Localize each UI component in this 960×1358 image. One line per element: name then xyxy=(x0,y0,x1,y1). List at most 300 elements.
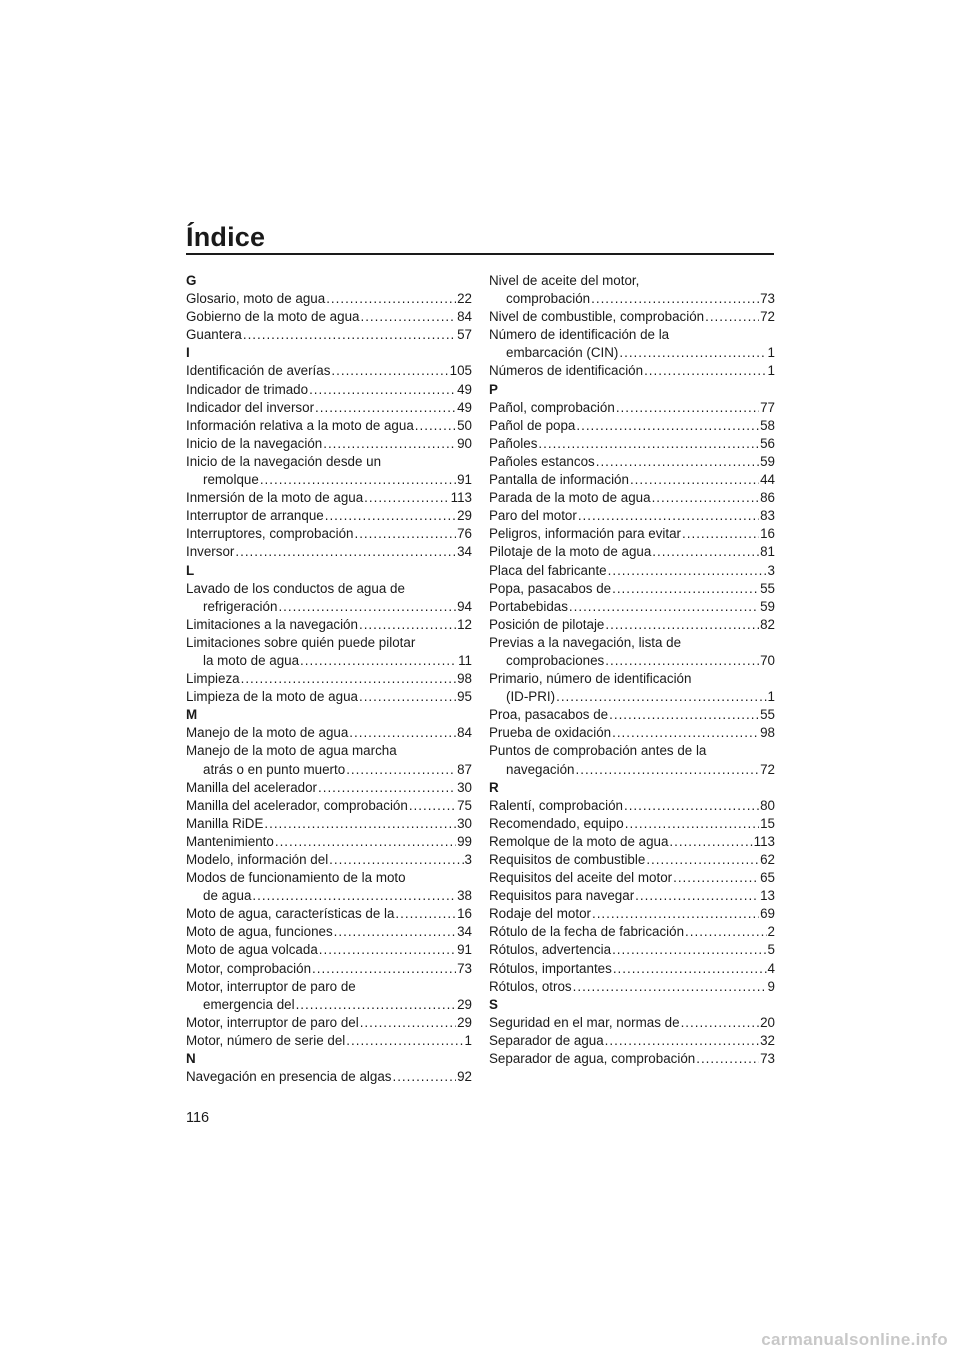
index-entry-page: 11 xyxy=(458,652,472,668)
index-entry-page: 105 xyxy=(449,363,472,379)
index-entry-page: 1 xyxy=(767,689,775,705)
index-entry xyxy=(186,290,472,308)
index-entry xyxy=(489,543,775,561)
index-entry-label: Primario, número de identificación xyxy=(489,671,692,687)
index-entry xyxy=(489,815,775,833)
index-entry xyxy=(186,670,472,688)
index-entry xyxy=(489,724,775,742)
index-entry-page: 95 xyxy=(457,689,472,705)
dot-leader xyxy=(682,525,759,543)
index-entry-page: 50 xyxy=(457,417,472,433)
index-entry xyxy=(489,308,775,326)
dot-leader xyxy=(360,1014,456,1032)
index-entry-page: 5 xyxy=(767,942,775,958)
index-entry-page: 76 xyxy=(457,526,472,542)
index-entry-page: 29 xyxy=(457,996,472,1012)
index-entry xyxy=(186,435,472,453)
index-entry xyxy=(186,399,472,417)
dot-leader xyxy=(346,761,456,779)
dot-leader xyxy=(613,960,767,978)
dot-leader xyxy=(260,471,456,489)
index-entry xyxy=(186,326,472,344)
index-entry-page: 3 xyxy=(767,562,775,578)
index-entry-label: Motor, interruptor de paro del xyxy=(186,1014,359,1030)
index-entry-page: 75 xyxy=(457,797,472,813)
index-entry-label: navegación xyxy=(506,761,575,777)
dot-leader xyxy=(392,1068,456,1086)
index-entry xyxy=(489,362,775,380)
index-entry xyxy=(489,851,775,869)
dot-leader xyxy=(346,1032,463,1050)
index-entry-page: 15 xyxy=(760,815,775,831)
index-entry-label: Previas a la navegación, lista de xyxy=(489,634,682,650)
index-entry-page: 84 xyxy=(457,725,472,741)
index-entry-page: 38 xyxy=(457,888,472,904)
index-entry-page: 20 xyxy=(760,1014,775,1030)
index-entry-label: Moto de agua volcada xyxy=(186,942,318,958)
dot-leader xyxy=(331,362,448,380)
index-entry xyxy=(186,742,472,760)
index-entry-page: 94 xyxy=(457,598,472,614)
index-entry-label: Rótulo de la fecha de fabricación xyxy=(489,924,685,940)
index-entry xyxy=(186,362,472,380)
index-entry-page: 83 xyxy=(760,508,775,524)
dot-leader xyxy=(235,543,456,561)
index-entry xyxy=(186,815,472,833)
index-entry-page: 56 xyxy=(760,435,775,451)
index-entry-label: embarcación (CIN) xyxy=(506,345,619,361)
index-entry xyxy=(489,869,775,887)
index-entry-page: 13 xyxy=(760,888,775,904)
dot-leader xyxy=(696,1050,759,1068)
dot-leader xyxy=(605,1032,759,1050)
index-column-left xyxy=(186,272,472,1086)
index-entry xyxy=(489,1050,775,1068)
index-entry-page: 55 xyxy=(760,707,775,723)
index-entry xyxy=(489,670,775,688)
index-entry-label: Manejo de la moto de agua marcha xyxy=(186,743,397,759)
index-entry xyxy=(186,652,472,670)
index-entry-page: 98 xyxy=(457,671,472,687)
index-entry xyxy=(186,308,472,326)
index-entry-page: 34 xyxy=(457,544,472,560)
page-title: Índice xyxy=(186,222,266,252)
index-entry-page: 34 xyxy=(457,924,472,940)
dot-leader xyxy=(616,399,759,417)
dot-leader xyxy=(241,670,457,688)
index-entry xyxy=(186,923,472,941)
index-letter-heading: N xyxy=(186,1051,196,1067)
index-entry xyxy=(186,381,472,399)
dot-leader xyxy=(681,1014,760,1032)
index-entry-page: 65 xyxy=(760,870,775,886)
dot-leader xyxy=(556,688,766,706)
index-letter-heading: P xyxy=(489,381,498,397)
index-entry xyxy=(186,1068,472,1086)
dot-leader xyxy=(630,471,759,489)
index-entry xyxy=(489,960,775,978)
dot-leader xyxy=(364,489,449,507)
index-entry-page: 30 xyxy=(457,815,472,831)
index-entry xyxy=(489,923,775,941)
index-entry-label: Pañoles xyxy=(489,435,538,451)
index-letter-heading: G xyxy=(186,273,197,288)
dot-leader xyxy=(359,688,456,706)
index-entry-label: Remolque de la moto de agua xyxy=(489,833,669,849)
index-entry-label: Prueba de oxidación xyxy=(489,725,612,741)
index-entry-label: Información relativa a la moto de agua xyxy=(186,417,414,433)
dot-leader xyxy=(264,815,456,833)
index-entry-label: de agua xyxy=(203,888,252,904)
index-entry-label: Inversor xyxy=(186,544,235,560)
index-entry-label: Puntos de comprobación antes de la xyxy=(489,743,707,759)
index-entry-label: Nivel de combustible, comprobación xyxy=(489,309,705,325)
index-entry xyxy=(186,525,472,543)
dot-leader xyxy=(323,435,456,453)
index-entry-label: atrás o en punto muerto xyxy=(203,761,346,777)
index-entry-label: Identificación de averías xyxy=(186,363,331,379)
index-entry-label: Moto de agua, características de la xyxy=(186,906,395,922)
dot-leader xyxy=(652,543,759,561)
index-entry xyxy=(489,1014,775,1032)
index-entry-label: Limpieza xyxy=(186,671,240,687)
index-entry xyxy=(489,978,775,996)
index-entry-page: 4 xyxy=(767,960,775,976)
index-entry xyxy=(186,960,472,978)
index-entry-label: emergencia del xyxy=(203,996,295,1012)
index-entry-label: Separador de agua xyxy=(489,1032,604,1048)
index-entry-page: 55 xyxy=(760,580,775,596)
dot-leader xyxy=(592,905,759,923)
index-letter-heading: R xyxy=(489,779,499,795)
index-entry xyxy=(186,761,472,779)
index-entry-label: Requisitos del aceite del motor xyxy=(489,870,673,886)
index-entry xyxy=(489,1032,775,1050)
dot-leader xyxy=(395,905,456,923)
dot-leader xyxy=(673,869,759,887)
index-entry-page: 62 xyxy=(760,852,775,867)
dot-leader xyxy=(309,381,456,399)
dot-leader xyxy=(318,779,456,797)
index-entry-page: 91 xyxy=(457,472,472,488)
index-entry xyxy=(489,887,775,905)
dot-leader xyxy=(619,344,766,362)
index-entry xyxy=(186,978,472,996)
index-entry xyxy=(489,761,775,779)
index-entry xyxy=(186,851,472,869)
index-entry xyxy=(489,507,775,525)
index-entry xyxy=(489,326,775,344)
index-entry-label: Inicio de la navegación desde un xyxy=(186,453,382,469)
dot-leader xyxy=(300,652,457,670)
index-entry-label: Rótulos, advertencia xyxy=(489,942,612,958)
index-entry xyxy=(489,344,775,362)
index-entry-label: (ID-PRI) xyxy=(506,689,556,705)
dot-leader xyxy=(596,453,759,471)
index-entry-page: 12 xyxy=(457,616,472,632)
index-entry xyxy=(489,688,775,706)
index-entry-label: Limpieza de la moto de agua xyxy=(186,689,358,705)
index-entry-page: 29 xyxy=(457,508,472,524)
index-entry-page: 113 xyxy=(753,833,775,849)
index-entry xyxy=(186,616,472,634)
index-entry-page: 99 xyxy=(457,833,472,849)
index-entry xyxy=(186,887,472,905)
index-entry-page: 90 xyxy=(457,435,472,451)
index-entry-label: Popa, pasacabos de xyxy=(489,580,612,596)
index-entry-label: Inicio de la navegación xyxy=(186,435,323,451)
dot-leader xyxy=(354,525,456,543)
index-entry xyxy=(186,797,472,815)
index-entry xyxy=(489,580,775,598)
index-entry xyxy=(489,616,775,634)
dot-leader xyxy=(644,362,766,380)
index-entry xyxy=(186,996,472,1014)
index-entry-page: 72 xyxy=(760,309,775,325)
index-entry xyxy=(489,417,775,435)
dot-leader xyxy=(359,616,456,634)
index-entry xyxy=(489,453,775,471)
dot-leader xyxy=(360,308,456,326)
index-entry-label: Lavado de los conductos de agua de xyxy=(186,580,405,596)
index-entry xyxy=(186,417,472,435)
dot-leader xyxy=(685,923,767,941)
dot-leader xyxy=(325,507,456,525)
index-entry xyxy=(186,471,472,489)
index-letter-heading: I xyxy=(186,345,190,361)
dot-leader xyxy=(349,724,456,742)
dot-leader xyxy=(243,326,456,344)
index-entry xyxy=(489,797,775,815)
dot-leader xyxy=(538,435,759,453)
index-entry-label: Pañol de popa xyxy=(489,417,576,433)
index-entry xyxy=(489,290,775,308)
index-entry-page: 16 xyxy=(760,526,775,542)
index-entry-label: Navegación en presencia de algas xyxy=(186,1069,392,1085)
index-entry xyxy=(489,833,775,851)
index-entry-page: 81 xyxy=(760,544,775,560)
index-entry-label: Pilotaje de la moto de agua xyxy=(489,544,652,560)
index-entry xyxy=(186,941,472,959)
index-entry-page: 92 xyxy=(457,1069,472,1085)
dot-leader xyxy=(591,290,759,308)
index-letter-heading: M xyxy=(186,707,198,723)
index-entry-label: Pañol, comprobación xyxy=(489,399,615,415)
index-entry xyxy=(489,742,775,760)
title-rule xyxy=(186,253,774,255)
index-entry-label: Ralentí, comprobación xyxy=(489,797,623,813)
index-entry-page: 73 xyxy=(457,960,472,976)
index-entry-label: Glosario, moto de agua xyxy=(186,291,326,307)
index-entry-label: Recomendado, equipo xyxy=(489,815,624,831)
index-entry xyxy=(489,435,775,453)
index-entry-label: Rodaje del motor xyxy=(489,906,591,922)
dot-leader xyxy=(415,417,456,435)
index-entry-page: 91 xyxy=(457,942,472,958)
index-entry-page: 49 xyxy=(457,399,472,415)
index-entry xyxy=(186,543,472,561)
dot-leader xyxy=(624,797,759,815)
index-entry-label: Manilla del acelerador xyxy=(186,779,318,795)
index-entry-label: Números de identificación xyxy=(489,363,644,379)
index-entry xyxy=(489,941,775,959)
index-entry-page: 1 xyxy=(767,363,775,379)
index-entry-label: la moto de agua xyxy=(203,652,300,668)
index-entry-page: 57 xyxy=(457,327,472,343)
index-entry xyxy=(186,724,472,742)
index-entry xyxy=(186,869,472,887)
index-entry-label: Interruptor de arranque xyxy=(186,508,324,524)
index-entry-label: Peligros, información para evitar xyxy=(489,526,682,542)
index-entry-label: Limitaciones sobre quién puede pilotar xyxy=(186,634,416,650)
index-entry xyxy=(186,507,472,525)
index-entry-label: Portabebidas xyxy=(489,598,568,614)
index-entry xyxy=(489,652,775,670)
index-entry-page: 22 xyxy=(457,291,472,307)
index-entry xyxy=(489,525,775,543)
index-entry-label: Indicador del inversor xyxy=(186,399,315,415)
index-entry xyxy=(186,580,472,598)
index-entry-page: 70 xyxy=(760,652,775,668)
index-entry-page: 58 xyxy=(760,417,775,433)
index-entry-label: Manejo de la moto de agua xyxy=(186,725,349,741)
dot-leader xyxy=(569,598,759,616)
dot-leader xyxy=(635,887,759,905)
index-entry-label: Rótulos, otros xyxy=(489,978,572,994)
index-entry xyxy=(489,471,775,489)
index-letter-heading: S xyxy=(489,996,498,1012)
index-entry-label: refrigeración xyxy=(203,598,278,614)
index-entry-page: 73 xyxy=(760,291,775,307)
index-entry xyxy=(186,489,472,507)
index-entry xyxy=(489,598,775,616)
index-entry-page: 3 xyxy=(464,852,472,867)
index-entry-page: 80 xyxy=(760,797,775,813)
index-entry xyxy=(489,399,775,417)
index-entry-page: 84 xyxy=(457,309,472,325)
index-entry-label: Número de identificación de la xyxy=(489,327,670,343)
index-entry xyxy=(186,905,472,923)
index-entry-page: 59 xyxy=(760,598,775,614)
index-entry xyxy=(489,706,775,724)
dot-leader xyxy=(315,399,456,417)
index-entry-label: Separador de agua, comprobación xyxy=(489,1051,696,1067)
dot-leader xyxy=(326,290,456,308)
dot-leader xyxy=(296,996,457,1014)
index-entry-label: Nivel de aceite del motor, xyxy=(489,273,640,288)
dot-leader xyxy=(605,652,759,670)
index-entry-label: Requisitos para navegar xyxy=(489,888,635,904)
index-entry-page: 9 xyxy=(767,978,775,994)
index-entry xyxy=(186,598,472,616)
index-entry xyxy=(489,634,775,652)
dot-leader xyxy=(252,887,456,905)
index-entry-page: 29 xyxy=(457,1014,472,1030)
dot-leader xyxy=(576,417,759,435)
index-entry xyxy=(186,833,472,851)
dot-leader xyxy=(605,616,759,634)
dot-leader xyxy=(669,833,752,851)
dot-leader xyxy=(275,833,456,851)
index-entry-page: 59 xyxy=(760,453,775,469)
index-letter-heading: L xyxy=(186,562,195,578)
index-entry-label: Posición de pilotaje xyxy=(489,616,605,632)
index-entry-page: 16 xyxy=(457,906,472,922)
index-entry-label: Parada de la moto de agua xyxy=(489,490,651,506)
dot-leader xyxy=(312,960,456,978)
index-entry-label: Motor, número de serie del xyxy=(186,1032,346,1048)
index-entry-label: Pantalla de información xyxy=(489,472,629,488)
index-entry-label: Limitaciones a la navegación xyxy=(186,616,358,632)
index-entry-label: Paro del motor xyxy=(489,508,577,524)
index-entry-page: 77 xyxy=(760,399,775,415)
dot-leader xyxy=(329,851,463,869)
index-entry-label: Inmersión de la moto de agua xyxy=(186,490,364,506)
index-entry-page: 113 xyxy=(450,490,472,506)
index-entry-label: Seguridad en el mar, normas de xyxy=(489,1014,680,1030)
index-entry-label: Gobierno de la moto de agua xyxy=(186,309,360,325)
dot-leader xyxy=(609,706,759,724)
index-entry-label: Mantenimiento xyxy=(186,833,274,849)
index-entry xyxy=(186,1014,472,1032)
index-entry xyxy=(489,489,775,507)
index-entry-label: Proa, pasacabos de xyxy=(489,707,609,723)
dot-leader xyxy=(608,562,767,580)
index-entry-label: comprobaciones xyxy=(506,652,605,668)
index-entry-label: Manilla RiDE xyxy=(186,815,264,831)
index-entry-page: 86 xyxy=(760,490,775,506)
index-entry-page: 82 xyxy=(760,616,775,632)
index-entry-page: 44 xyxy=(760,472,775,488)
index-entry xyxy=(186,453,472,471)
index-entry xyxy=(489,272,775,290)
index-column-right xyxy=(489,272,775,1068)
index-entry xyxy=(489,905,775,923)
index-entry-label: remolque xyxy=(203,472,259,488)
index-entry-label: Indicador de trimado xyxy=(186,381,309,397)
index-entry-label: Interruptores, comprobación xyxy=(186,526,354,542)
dot-leader xyxy=(578,507,759,525)
index-entry-label: Modos de funcionamiento de la moto xyxy=(186,870,406,886)
page-number: 116 xyxy=(186,1110,210,1126)
dot-leader xyxy=(334,923,456,941)
dot-leader xyxy=(705,308,759,326)
dot-leader xyxy=(573,978,767,996)
index-entry-label: Motor, comprobación xyxy=(186,960,312,976)
index-entry-page: 2 xyxy=(767,924,775,940)
dot-leader xyxy=(612,580,759,598)
index-entry-label: Pañoles estancos xyxy=(489,453,595,469)
index-entry-label: Motor, interruptor de paro de xyxy=(186,978,356,994)
index-entry-label: Moto de agua, funciones xyxy=(186,924,333,940)
dot-leader xyxy=(409,797,456,815)
index-entry-page: 32 xyxy=(760,1032,775,1048)
dot-leader xyxy=(652,489,760,507)
index-entry-page: 72 xyxy=(760,761,775,777)
dot-leader xyxy=(612,941,766,959)
index-entry-page: 1 xyxy=(767,345,775,361)
index-entry-label: Rótulos, importantes xyxy=(489,960,612,976)
index-entry-page: 30 xyxy=(457,779,472,795)
index-entry xyxy=(489,562,775,580)
index-entry-page: 87 xyxy=(457,761,472,777)
index-entry-label: Guantera xyxy=(186,327,242,343)
index-entry-page: 1 xyxy=(464,1032,472,1048)
dot-leader xyxy=(612,724,759,742)
index-entry xyxy=(186,634,472,652)
dot-leader xyxy=(278,598,456,616)
index-entry xyxy=(186,1032,472,1050)
